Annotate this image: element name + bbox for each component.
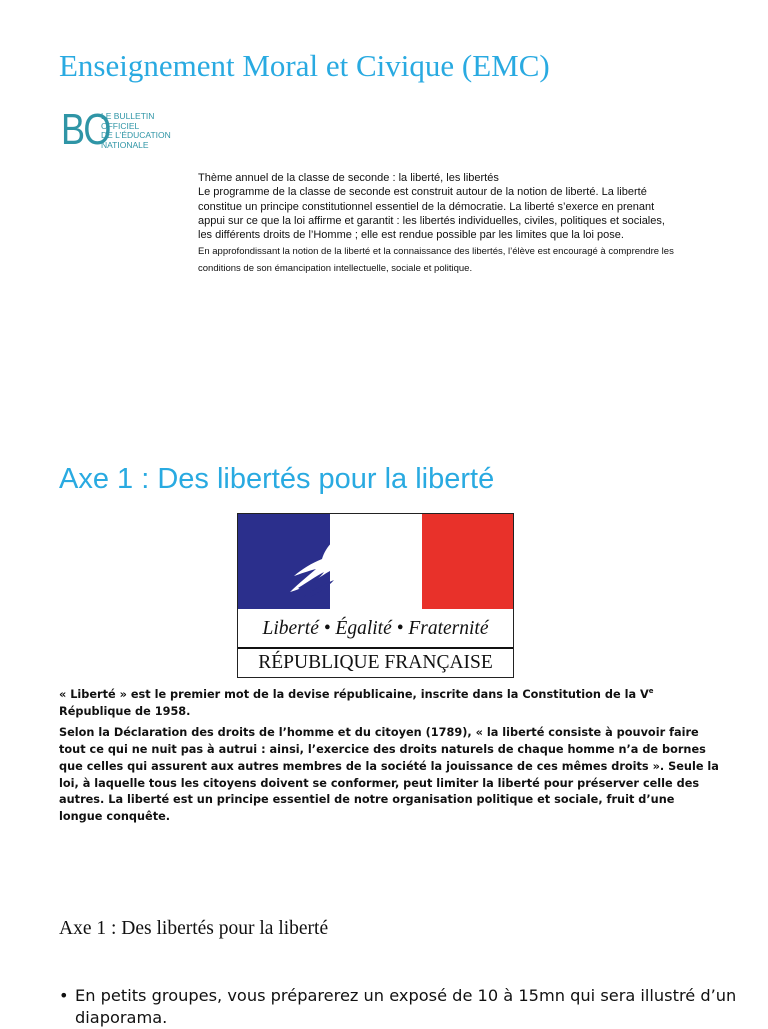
flag-red-band [422, 514, 513, 609]
list-item-text: En petits groupes, vous préparerez un exposé de 10 à 15mn qui sera illustré d’un diaporama. [75, 986, 737, 1027]
declaration-paragraph: Selon la Déclaration des droits de l’homme et du citoyen (1789), « la liberté consiste à pouvoir faire tout ce qui ne nuit pas à autrui : ainsi, l’exercice des droits naturels de chaque homme n’a de bornes que celles qui assurent aux autres membres de la société la jouissance de ces mêmes droits ». Seule la loi, à laquelle tous les citoyens doivent se conformer, peut limiter la liberté pour préserver celle des autres. La liberté est un principe essentiel de notre organisation politique et sociale, fruit d’une longue conquête. [59, 726, 719, 823]
republic-motto: Liberté • Égalité • Fraternité [262, 618, 489, 639]
motto-text-end: République de 1958. [59, 704, 191, 718]
bo-caption-line: OFFICIEL [101, 120, 140, 131]
bo-caption-line: DE L’ÉDUCATION [101, 130, 171, 140]
republic-name: RÉPUBLIQUE FRANÇAISE [258, 652, 493, 673]
bo-caption-line: NATIONALE [101, 139, 149, 150]
republique-francaise-logo [237, 513, 514, 678]
axe-heading: Axe 1 : Des libertés pour la liberté [59, 463, 495, 495]
theme-paragraph-2: En approfondissant la notion de la liberté et la connaissance des libertés, l’élève est encouragé à comprendre les conditions de son émancipation intellectuelle, sociale et politique. [198, 246, 674, 275]
theme-title-line: Thème annuel de la classe de seconde : la liberté, les libertés [198, 172, 499, 184]
logo-divider [238, 647, 513, 649]
bo-caption-line: LE BULLETIN [101, 111, 155, 121]
flag-blue-band [238, 514, 330, 609]
bullet-icon: • [59, 986, 69, 1005]
instruction-list [59, 985, 739, 1029]
page-title: Enseignement Moral et Civique (EMC) [59, 48, 550, 83]
theme-description [198, 171, 678, 277]
bulletin-officiel-logo [61, 105, 201, 156]
bo-logo-caption [101, 112, 211, 150]
theme-paragraph: Le programme de la classe de seconde est construit autour de la notion de liberté. La liberté constitue un principe constitutionnel essentiel de la démocratie. La liberté s’exerce en prenant appui sur ce que la loi affirme et garantit : les libertés individuelles, civiles, politiques et sociales, les différents droits de l’Homme ; elle est rendue possible par les limites que la loi pose. [198, 186, 665, 242]
bo-logo-letters: BO [61, 105, 110, 154]
motto-text: « Liberté » est le premier mot de la devise républicaine, inscrite dans la Constitution de la V [59, 688, 649, 701]
ordinal-superscript: e [648, 687, 654, 696]
list-item [59, 985, 739, 1029]
axe-subheading: Axe 1 : Des libertés pour la liberté [59, 918, 329, 939]
marianne-flag-icon [238, 514, 513, 609]
liberty-explanation [59, 687, 719, 826]
motto-paragraph [59, 687, 719, 720]
